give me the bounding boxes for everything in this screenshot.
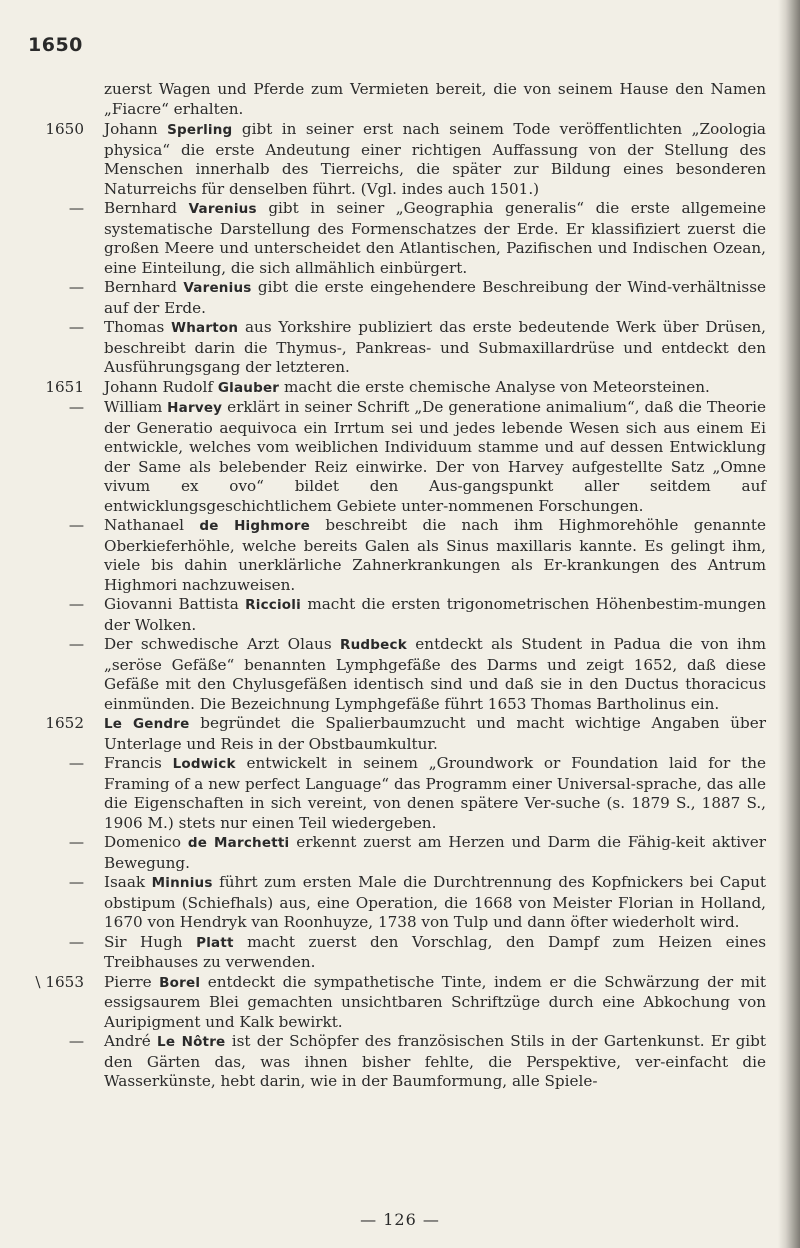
entry-text-lead: William: [104, 398, 168, 416]
person-name: Sperling: [167, 122, 233, 138]
entry-text: [104, 973, 766, 1033]
entry-year: [30, 80, 104, 120]
person-name: Platt: [196, 934, 234, 951]
chronology-entry: [30, 833, 766, 873]
entry-year: —: [68, 398, 84, 416]
chronology-entry: [30, 318, 766, 378]
running-header-year: 1650: [28, 34, 83, 56]
entry-year: —: [68, 873, 84, 891]
chronology-entry: [30, 199, 766, 278]
entry-text-lead: Giovanni Battista: [104, 595, 246, 613]
person-name: Riccioli: [245, 597, 301, 613]
entry-text-lead: Bernhard: [104, 199, 189, 217]
entry-text-body: ist der Schöpfer des französischen Stils in der Gartenkunst. Er gibt den Gärten das, was ihnen bisher fehlte, die Perspektive, ver-einfacht die Wasserkünste, hebt darin, wie in der Baumformung, alle Spiele-: [104, 1032, 766, 1090]
entry-text: [104, 80, 766, 120]
entry-text-lead: André: [104, 1032, 158, 1050]
entry-text: [104, 378, 766, 399]
chronology-entry: [30, 595, 766, 635]
entry-text: [104, 714, 766, 754]
entry-text-lead: Sir Hugh: [104, 932, 197, 951]
person-name: Glauber: [217, 379, 280, 396]
person-name: Wharton: [171, 320, 239, 336]
entry-text-lead: Nathanael: [104, 516, 200, 534]
entry-text: [104, 833, 766, 873]
chronology-entry: [30, 80, 766, 120]
entry-text-lead: Thomas: [104, 318, 172, 336]
entry-text: [104, 635, 766, 714]
entry-text: [104, 398, 766, 516]
chronology-entry: [30, 973, 766, 1033]
chronology-text: [30, 80, 766, 1092]
entry-text: [104, 278, 766, 318]
entry-text-lead: Der schwedische Arzt Olaus: [104, 635, 341, 653]
chronology-entry: [30, 398, 766, 516]
entry-text: [104, 933, 766, 973]
entry-text-body: aus Yorkshire publiziert das erste bedeutende Werk über Drüsen, beschreibt darin die Thymus-, Pankreas- und Submaxillardrüse und entdeckt den Ausführungsgang der letzteren.: [104, 318, 766, 376]
person-name: Borel: [159, 974, 201, 991]
entry-text-lead: zuerst Wagen und Pferde zum Vermieten bereit, die von seinem Hause den Namen „Fiacre“ erhalten.: [104, 80, 766, 118]
chronology-entry: [30, 120, 766, 199]
page-number: — 126 —: [360, 1210, 440, 1229]
chronology-entry: [30, 714, 766, 754]
entry-text: [104, 516, 766, 595]
entry-text-body: gibt in seiner erst nach seinem Tode veröffentlichten „Zoologia physica“ die erste Andeutung einer richtigen Auffassung von der Stellung des Menschen innerhalb des Tierreichs, die später zur Bildung eines besonderen Naturreichs für denselben führt. (Vgl. indes auch 1501.): [104, 120, 766, 198]
person-name: Varenius: [188, 201, 257, 217]
entry-text-body: macht die ersten trigonometrischen Höhenbestim-mungen der Wolken.: [104, 595, 766, 634]
entry-year: 1652: [45, 714, 84, 732]
entry-text-lead: Pierre: [104, 972, 160, 991]
entry-year: —: [68, 833, 84, 851]
chronology-entry: [30, 1032, 766, 1092]
entry-text-body: macht die erste chemische Analyse von Meteorsteinen.: [279, 377, 710, 396]
person-name: Minnius: [151, 875, 213, 891]
entry-year: —: [68, 199, 84, 217]
entry-year: 1651: [45, 377, 84, 396]
person-name: Rudbeck: [340, 637, 407, 653]
entry-year: 1650: [45, 120, 84, 138]
chronology-entry: [30, 933, 766, 973]
entry-year: —: [68, 932, 84, 951]
chronology-entry: [30, 378, 766, 399]
entry-text-body: begründet die Spalierbaumzucht und macht wichtige Angaben über Unterlage und Reis in der Obstbaumkultur.: [104, 714, 766, 753]
entry-year: \ 1653: [35, 972, 84, 991]
entry-text-body: beschreibt die nach ihm Highmorehöhle genannte Oberkieferhöhle, welche bereits Galen als Sinus maxillaris kannte. Es gelingt ihm, viele bis dahin unerklärliche Zahnerkrankungen als Er-krankungen des Antrum Highmori nachzuweisen.: [104, 516, 767, 594]
chronology-entry: [30, 516, 766, 595]
entry-year: —: [68, 516, 84, 534]
entry-text-lead: Johann Rudolf: [104, 377, 218, 396]
chronology-entry: [30, 754, 766, 833]
entry-text: [104, 199, 766, 278]
entry-text-body: erklärt in seiner Schrift „De generatione animalium“, daß die Theorie der Generatio aequivoca ein Irrtum sei und jedes lebende Wesen sich aus einem Ei entwickle, welches vom weiblichen Individuum stamme und auf dessen Entwicklung der Same als belebender Reiz einwirke. Der von Harvey aufgestellte Satz „Omne vivum ex ovo“ bildet den Aus-gangspunkt aller seitdem auf entwicklungsgeschichtlichem Gebiete unter-nommenen Forschungen.: [104, 398, 766, 515]
person-name: Lodwick: [172, 756, 236, 772]
entry-year: —: [68, 635, 84, 653]
entry-text-body: führt zum ersten Male die Durchtrennung des Kopfnickers bei Caput obstipum (Schiefhals) aus, eine Operation, die 1668 von Meister Florian in Holland, 1670 von Hendryk van Roonhuyze, 1738 von Tulp und dann öfter wiederholt wird.: [104, 873, 767, 931]
entry-text: [104, 318, 766, 378]
entry-text-lead: Bernhard: [104, 278, 184, 296]
entry-text: [104, 1032, 766, 1092]
entry-text-lead: Domenico: [104, 833, 188, 851]
entry-text-body: gibt die erste eingehendere Beschreibung der Wind-verhältnisse auf der Erde.: [104, 278, 766, 317]
person-name: Varenius: [183, 280, 252, 296]
entry-year: —: [68, 1032, 84, 1050]
entry-year: —: [68, 754, 84, 772]
entry-year: —: [68, 278, 84, 296]
entry-text-lead: Johann: [104, 120, 168, 138]
person-name: Le Gendre: [104, 716, 190, 732]
entry-text-body: erkennt zuerst am Herzen und Darm die Fähig-keit aktiver Bewegung.: [104, 833, 766, 872]
entry-text-body: macht zuerst den Vorschlag, den Dampf zum Heizen eines Treibhauses zu verwenden.: [104, 932, 766, 971]
person-name: Harvey: [167, 400, 223, 416]
entry-text: [104, 595, 766, 635]
entry-text-lead: Isaak: [104, 873, 152, 891]
entry-text-body: gibt in seiner „Geographia generalis“ die erste allgemeine systematische Darstellung des Formenschatzes der Erde. Er klassifiziert zuerst die großen Meere und unterscheidet den Atlantischen, Pazifischen und Indischen Ozean, eine Einteilung, die sich allmählich einbürgert.: [104, 199, 766, 277]
entry-year: —: [68, 318, 84, 336]
person-name: Le Nôtre: [157, 1034, 226, 1050]
entry-year: —: [68, 595, 84, 613]
chronology-entry: [30, 278, 766, 318]
person-name: de Marchetti: [187, 835, 290, 851]
entry-text-lead: Francis: [104, 754, 173, 772]
chronology-entry: [30, 635, 766, 714]
entry-text-body: entdeckt als Student in Padua die von ihm „seröse Gefäße“ benannten Lymphgefäße des Darms und zeigt 1652, daß diese Gefäße mit den Chylusgefäßen identisch sind und daß sie in den Ductus thoracicus einmünden. Die Bezeichnung Lymphgefäße führt 1653 Thomas Bartholinus ein.: [104, 635, 766, 713]
entry-text: [104, 754, 766, 833]
entry-text-body: entdeckt die sympathetische Tinte, indem er die Schwärzung der mit essigsaurem Blei gemachten unsichtbaren Schriftzüge durch eine Abkochung von Auripigment und Kalk bewirkt.: [104, 972, 766, 1031]
entry-text: [104, 873, 766, 933]
entry-text: [104, 120, 766, 199]
person-name: de Highmore: [199, 518, 311, 534]
entry-text-body: entwickelt in seinem „Groundwork or Foundation laid for the Framing of a new perfect Language“ das Programm einer Universal-sprache, das alle die Eigenschaften in sich vereint, von denen spätere Ver-suche (s. 1879 S., 1887 S., 1906 M.) stets nur einen Teil wiedergeben.: [104, 754, 766, 832]
page-edge-shadow: [778, 0, 800, 1248]
chronology-entry: [30, 873, 766, 933]
